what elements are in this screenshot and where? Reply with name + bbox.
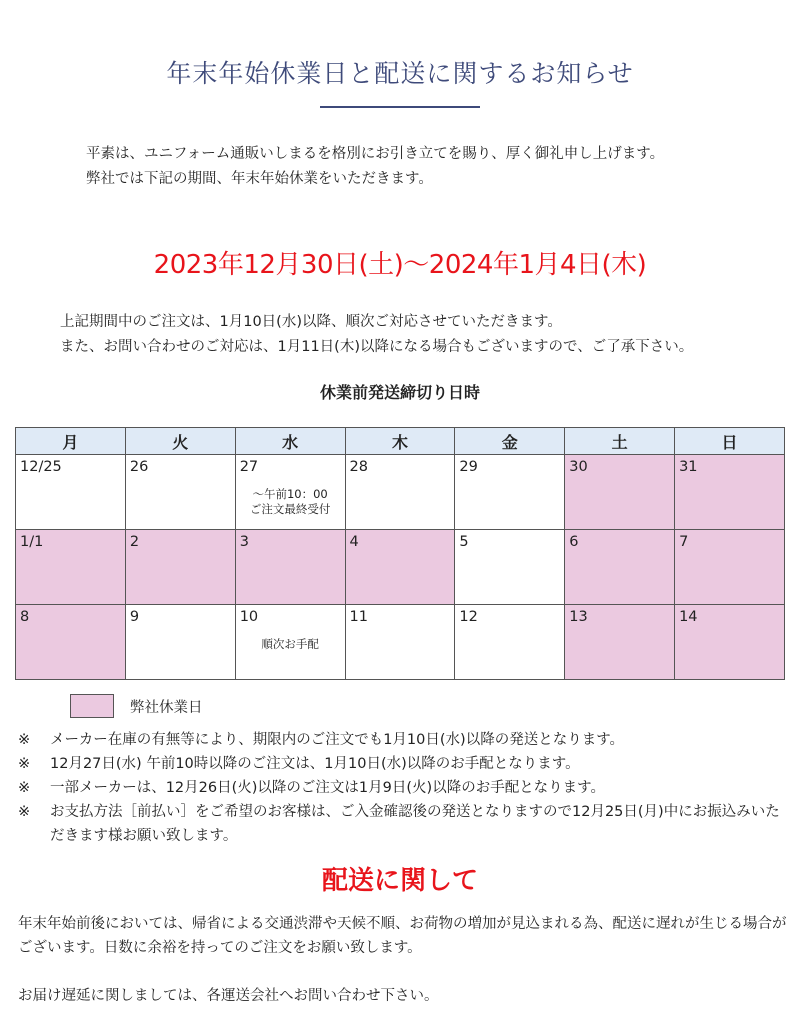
- calendar-week-row: [16, 605, 785, 680]
- day-number: 3: [239, 534, 249, 550]
- calendar-day-cell: [345, 455, 455, 530]
- day-number: 27: [239, 459, 259, 475]
- holiday-period: 2023年12月30日(土)～2024年1月4日(木): [153, 250, 647, 280]
- calendar-day-cell: [675, 455, 785, 530]
- day-number: 6: [569, 534, 579, 550]
- day-number: 2: [129, 534, 140, 550]
- day-number: 14: [679, 609, 698, 625]
- day-number: 12/25: [20, 459, 62, 475]
- weekday-header: 火: [125, 428, 235, 455]
- day-number: 7: [679, 534, 689, 550]
- calendar-day-cell: [16, 530, 126, 605]
- day-number: 26: [129, 459, 149, 475]
- notice-line: 上記期間中のご注文は、1月10日(水)以降、順次ご対応させていただきます。: [60, 314, 562, 330]
- calendar-day-cell: [675, 530, 785, 605]
- calendar-day-cell: [16, 455, 126, 530]
- shipping-title: 配送に関して: [321, 866, 478, 896]
- calendar-day-cell: [565, 530, 675, 605]
- note-mark: ※: [18, 756, 31, 772]
- weekday-header: 木: [345, 428, 455, 455]
- day-number: 1/1: [20, 534, 44, 550]
- calendar-day-cell: [455, 455, 565, 530]
- calendar-day-cell: [565, 605, 675, 680]
- holiday-legend-swatch: [70, 694, 114, 718]
- day-number: 12: [459, 609, 478, 625]
- calendar-day-cell: [235, 605, 345, 680]
- note-item: [18, 752, 788, 776]
- note-item: [18, 728, 788, 752]
- calendar-day-cell: [345, 605, 455, 680]
- calendar-week-row: [16, 530, 785, 605]
- calendar-day-cell: [235, 455, 345, 530]
- calendar-day-cell: [675, 605, 785, 680]
- calendar-title: 休業前発送締切り日時: [319, 383, 480, 402]
- day-number: 31: [679, 459, 698, 475]
- day-note-line: ご注文最終受付: [249, 502, 331, 516]
- calendar-day-cell: [125, 455, 235, 530]
- intro-text: [86, 142, 664, 192]
- calendar-day-cell: [125, 530, 235, 605]
- calendar-day-cell: [16, 605, 126, 680]
- day-number: 11: [349, 609, 368, 625]
- note-mark: ※: [18, 780, 31, 796]
- calendar-day-cell: [235, 530, 345, 605]
- intro-line: 弊社では下記の期間、年末年始休業をいただきます。: [86, 171, 433, 187]
- calendar-body: [16, 455, 785, 680]
- weekday-header: 金: [455, 428, 565, 455]
- calendar-week-row: [16, 455, 785, 530]
- day-number: 13: [569, 609, 588, 625]
- shipping-paragraph: お届け遅延に関しましては、各運送会社へお問い合わせ下さい。: [18, 988, 439, 1004]
- calendar-header-row: [16, 428, 785, 455]
- intro-line: 平素は、ユニフォーム通販いしまるを格別にお引き立てを賜り、厚く御礼申し上げます。: [86, 146, 665, 162]
- calendar-day-cell: [125, 605, 235, 680]
- day-number: 4: [349, 534, 359, 550]
- note-mark: ※: [18, 804, 31, 820]
- page-title: 年末年始休業日と配送に関するお知らせ: [166, 59, 634, 88]
- notes-list: [18, 728, 788, 848]
- note-text: 12月27日(水) 午前10時以降のご注文は、1月10日(水)以降のお手配となります。: [50, 756, 580, 772]
- notice-text: [60, 310, 693, 360]
- day-note-line: ～午前10：00: [252, 487, 328, 501]
- day-number: 8: [20, 609, 30, 625]
- calendar-day-cell: [455, 605, 565, 680]
- day-note: [236, 637, 345, 652]
- shipping-paragraph: 年末年始前後においては、帰省による交通渋滞や天候不順、お荷物の増加が見込まれる為、配送に遅れが生じる場合がございます。日数に余裕を持ってのご注文をお願い致します。: [18, 916, 787, 956]
- day-number: 29: [459, 459, 478, 475]
- shipping-body: [18, 912, 788, 1008]
- weekday-header: 月: [16, 428, 126, 455]
- calendar-day-cell: [455, 530, 565, 605]
- note-text: 一部メーカーは、12月26日(火)以降のご注文は1月9日(火)以降のお手配となります。: [50, 780, 606, 796]
- title-divider: [320, 106, 480, 108]
- note-text: お支払方法［前払い］をご希望のお客様は、ご入金確認後の発送となりますので12月25日(月)中にお振込みいただきます様お願い致します。: [50, 804, 780, 844]
- weekday-header: 土: [565, 428, 675, 455]
- weekday-header: 日: [675, 428, 785, 455]
- shipping-calendar: [15, 427, 785, 680]
- day-number: 28: [349, 459, 368, 475]
- calendar-day-cell: [565, 455, 675, 530]
- day-number: 9: [129, 609, 140, 625]
- day-note-line: 順次お手配: [261, 637, 319, 651]
- holiday-legend-label: 弊社休業日: [130, 700, 203, 716]
- day-number: 5: [459, 534, 469, 550]
- notice-line: また、お問い合わせのご対応は、1月11日(木)以降になる場合もございますので、ご了承下さい。: [60, 339, 694, 355]
- note-mark: ※: [18, 732, 31, 748]
- weekday-header: 水: [235, 428, 345, 455]
- calendar-day-cell: [345, 530, 455, 605]
- note-item: [18, 776, 788, 800]
- day-number: 30: [569, 459, 588, 475]
- day-number: 10: [239, 609, 259, 625]
- day-note: [236, 487, 345, 517]
- note-item: [18, 800, 788, 848]
- note-text: メーカー在庫の有無等により、期限内のご注文でも1月10日(水)以降の発送となります。: [50, 732, 625, 748]
